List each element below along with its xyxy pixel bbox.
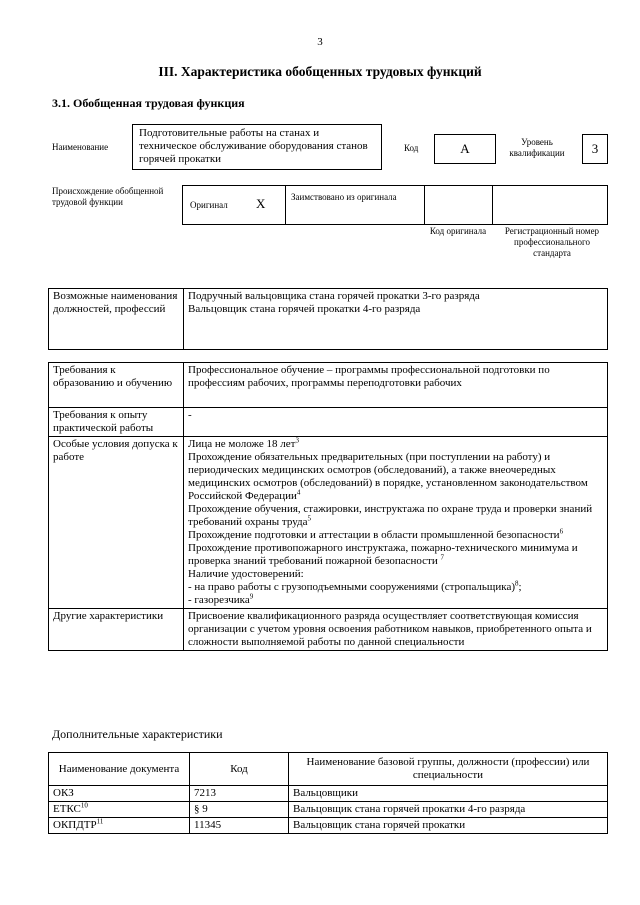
special-line: - газорезчика$^9$: [188, 592, 254, 606]
special-line: Прохождение противопожарного инструктажа, пожарно-технического минимума и проверка знаний требований пожарной безопасности $^7$: [188, 542, 578, 567]
special-label: Особые условия допуска к работе: [49, 437, 184, 609]
other-row: [49, 609, 608, 651]
level-value: 3: [591, 141, 599, 156]
positions-table: [48, 288, 608, 350]
special-values: [184, 437, 608, 609]
positions-values: [184, 289, 608, 350]
borrowed-label: Заимствовано из оригинала: [291, 192, 397, 202]
table-row: [49, 802, 608, 818]
other-value: Присвоение квалификационного разряда осуществляет соответствующая комиссия организации с учетом уровня освоения работником навыков, приобретенного опыта и сложности выполняемой работы по данной специальности: [184, 609, 608, 651]
code-original-caption: Код оригинала: [429, 226, 487, 236]
original-mark: X: [256, 196, 266, 211]
additional-header-row: [49, 753, 608, 786]
special-line: Прохождение подготовки и аттестации в области промышленной безопасности$^6$: [188, 527, 564, 541]
reg-number-caption: Регистрационный номер профессионального стандарта: [504, 226, 600, 258]
header-code: Код: [190, 753, 289, 786]
origin-divider-3: [492, 185, 493, 225]
positions-row: [49, 289, 608, 350]
special-line: Прохождение обучения, стажировки, инструктажа по охране труда и проверки знаний требований охраны труда$^5$: [188, 503, 593, 528]
other-label: Другие характеристики: [49, 609, 184, 651]
row-document: ОКПДТР$^{11}$: [49, 818, 190, 834]
experience-row: [49, 408, 608, 437]
special-line: Лица не моложе 18 лет$^3$: [188, 436, 299, 450]
education-label: Требования к образованию и обучению: [49, 363, 184, 408]
additional-title: Дополнительные характеристики: [52, 727, 223, 741]
row-code: 7213: [190, 786, 289, 802]
section-title: III. Характеристика обобщенных трудовых функций: [158, 64, 482, 79]
origin-label: Происхождение обобщенной трудовой функции: [52, 186, 164, 207]
origin-divider-1: [285, 185, 286, 225]
page-number: 3: [317, 36, 323, 48]
position-line: Вальцовщик стана горячей прокатки 4-го разряда: [188, 303, 421, 315]
level-label: Уровень квалификации: [509, 137, 565, 158]
row-document: ОКЗ: [49, 786, 190, 802]
education-row: [49, 363, 608, 408]
requirements-table: [48, 362, 608, 651]
header-group-name: Наименование базовой группы, должности (профессии) или специальности: [289, 753, 608, 786]
row-code: 11345: [190, 818, 289, 834]
positions-label: Возможные наименования должностей, профессий: [49, 289, 184, 350]
name-value-box: [132, 124, 382, 170]
special-line: Наличие удостоверений:: [188, 568, 304, 580]
name-value: Подготовительные работы на станах и техническое обслуживание оборудования станов горячей прокатки: [139, 127, 368, 165]
row-name: Вальцовщики: [289, 786, 608, 802]
name-label: Наименование: [52, 142, 109, 152]
row-name: Вальцовщик стана горячей прокатки: [289, 818, 608, 834]
table-row: [49, 818, 608, 834]
original-label: Оригинал: [190, 200, 228, 210]
code-label: Код: [404, 143, 419, 153]
origin-divider-2: [424, 185, 425, 225]
row-document: ЕТКС$^{10}$: [49, 802, 190, 818]
experience-label: Требования к опыту практической работы: [49, 408, 184, 437]
origin-box: [182, 185, 608, 225]
subsection-title: 3.1. Обобщенная трудовая функция: [52, 96, 245, 110]
code-value: A: [460, 141, 470, 156]
experience-value: -: [184, 408, 608, 437]
position-line: Подручный вальцовщика стана горячей прокатки 3-го разряда: [188, 290, 480, 302]
row-name: Вальцовщик стана горячей прокатки 4-го разряда: [289, 802, 608, 818]
level-value-box: [582, 134, 608, 164]
special-row: [49, 437, 608, 609]
row-code: § 9: [190, 802, 289, 818]
table-row: [49, 786, 608, 802]
code-value-box: [434, 134, 496, 164]
education-value: Профессиональное обучение – программы профессиональной подготовки по профессиям рабочих, программы переподготовки рабочих: [184, 363, 608, 408]
special-line: - на право работы с грузоподъемными сооружениями (стропальщика)$^8$;: [188, 579, 522, 593]
additional-table: [48, 752, 608, 834]
special-line: Прохождение обязательных предварительных (при поступлении на работу) и периодических медицинских осмотров (обследований), а также внеочередных медицинских осмотров (обследований) в порядке, установленном законодательством Российской Федерации$^4$: [188, 451, 588, 502]
header-document: Наименование документа: [49, 753, 190, 786]
